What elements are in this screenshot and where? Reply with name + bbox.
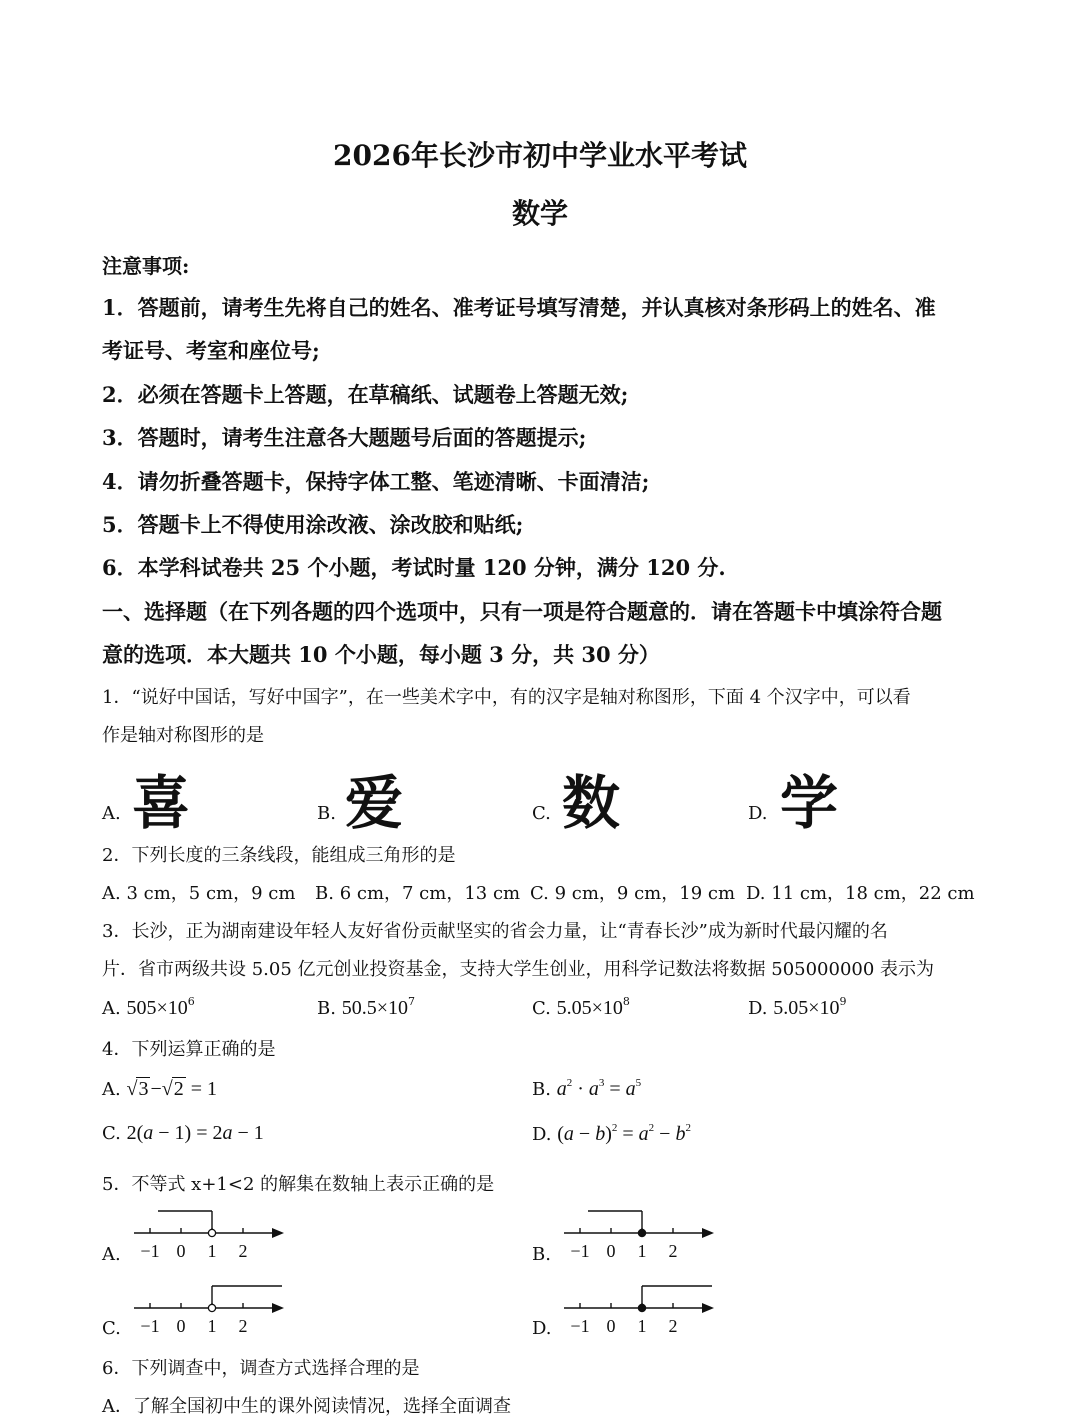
q1-option-b-char: 爱 <box>345 769 404 837</box>
q1-option-d-label: D. <box>748 803 768 824</box>
q4-option-a <box>102 1077 217 1101</box>
q3-stem-line-1: 3．长沙，正为湖南建设年轻人友好省份贡献坚实的省会力量，让“青春长沙”成为新时代最闪耀的名 <box>102 921 888 942</box>
q4-d-var-b2: b <box>675 1123 686 1145</box>
q1-option-a-label: A. <box>102 803 121 824</box>
q5-a-endpoint <box>208 1229 215 1236</box>
q1-stem-line-1: 1．“说好中国话，写好中国字”，在一些美术字中，有的汉字是轴对称图形，下面 4 个汉字中，可以看 <box>102 687 911 708</box>
q4-d-minus: − <box>573 1123 596 1145</box>
q5-b-tick-label: 0 <box>606 1241 616 1261</box>
q4-d-var-b: b <box>595 1123 606 1145</box>
q5-c-tick-label: 2 <box>238 1316 248 1336</box>
notes-heading: 注意事项: <box>102 254 190 278</box>
q4-c-part-3: − 1 <box>232 1122 264 1144</box>
q4-d-exp-1: 2 <box>611 1122 618 1134</box>
q5-option-c-label: C. <box>102 1318 121 1339</box>
q4-d-minus-2: − <box>654 1123 676 1145</box>
q4-d-var-a: a <box>563 1123 574 1145</box>
q4-d-eq: = <box>617 1123 639 1145</box>
q5-stem: 5．不等式 x+1<2 的解集在数轴上表示正确的是 <box>102 1174 495 1195</box>
q1-option-b-label: B. <box>317 803 336 824</box>
q2-option-b-label: B. <box>315 883 334 904</box>
q2-option-d <box>746 879 975 905</box>
section-heading-line-1: 一、选择题（在下列各题的四个选项中，只有一项是符合题意的．请在答题卡中填涂符合题 <box>102 599 942 624</box>
q4-option-d <box>532 1122 691 1146</box>
q5-c-tick-label: −1 <box>140 1316 160 1336</box>
q4-stem: 4．下列运算正确的是 <box>102 1039 276 1060</box>
q2-option-d-text: 11 cm，18 cm，22 cm <box>771 883 975 904</box>
q3-option-a-base: 505×10 <box>126 997 188 1019</box>
q3-option-b <box>317 995 415 1020</box>
q5-number-line-d <box>562 1275 722 1345</box>
q4-d-exp-2: 2 <box>648 1122 655 1134</box>
q5-d-endpoint <box>638 1304 645 1311</box>
q5-d-tick-label: 1 <box>637 1316 647 1336</box>
q5-d-tick-label: 2 <box>668 1316 678 1336</box>
q5-b-axis-arrow <box>702 1228 714 1238</box>
q5-a-tick-label: 0 <box>176 1241 186 1261</box>
q5-b-tick-label: 1 <box>637 1241 647 1261</box>
q3-option-a <box>102 995 195 1020</box>
note-line-2: 2．必须在答题卡上答题，在草稿纸、试题卷上答题无效; <box>102 382 629 407</box>
q4-b-var-1: a <box>556 1078 567 1100</box>
q4-a-radicand-1: 3 <box>138 1078 149 1100</box>
note-line-5: 5．答题卡上不得使用涂改液、涂改胶和贴纸; <box>102 512 524 537</box>
q4-option-b-expr <box>557 1078 641 1100</box>
q4-c-var-1: a <box>143 1122 154 1144</box>
q2-option-d-label: D. <box>746 883 766 904</box>
q2-option-b-text: 6 cm，7 cm，13 cm <box>339 883 521 904</box>
q4-option-b <box>532 1077 641 1101</box>
section-heading-line-2: 意的选项．本大题共 10 个小题，每小题 3 分，共 30 分） <box>102 642 660 667</box>
note-line-1-cont: 考证号、考室和座位号; <box>102 338 320 363</box>
q4-b-var-3: a <box>625 1078 636 1100</box>
q5-option-d-label: D. <box>532 1318 552 1339</box>
q4-b-exp-1: 2 <box>566 1077 573 1089</box>
q5-d-tick-label: 0 <box>606 1316 616 1336</box>
q3-option-b-base: 50.5×10 <box>341 997 408 1019</box>
q4-c-var-2: a <box>222 1122 233 1144</box>
q4-d-exp-3: 2 <box>685 1122 691 1134</box>
q2-option-c-text: 9 cm，9 cm，19 cm <box>554 883 736 904</box>
q4-option-d-label: D. <box>532 1124 552 1145</box>
q5-b-endpoint <box>638 1229 645 1236</box>
q1-option-d-char: 学 <box>780 769 839 837</box>
q3-option-c-exp: 8 <box>622 995 630 1008</box>
q3-option-a-exp: 6 <box>187 995 195 1008</box>
q4-option-c-expr <box>127 1122 264 1144</box>
note-line-3: 3．答题时，请考生注意各大题题号后面的答题提示; <box>102 425 587 450</box>
q5-a-tick-label: 2 <box>238 1241 248 1261</box>
q3-option-c-base: 5.05×10 <box>556 997 623 1019</box>
q5-c-endpoint <box>208 1304 215 1311</box>
q3-option-d-label: D. <box>748 998 768 1019</box>
q5-number-line-b <box>562 1200 722 1270</box>
q4-b-exp-2: 3 <box>598 1077 605 1089</box>
q2-option-c-label: C. <box>530 883 549 904</box>
q4-option-b-label: B. <box>532 1079 551 1100</box>
q1-option-a-char: 喜 <box>132 769 191 837</box>
q4-option-c <box>102 1122 264 1145</box>
q4-option-a-label: A. <box>102 1079 121 1100</box>
q4-option-c-label: C. <box>102 1123 121 1144</box>
q4-b-var-2: a <box>588 1078 599 1100</box>
q3-option-b-exp: 7 <box>407 995 415 1008</box>
q4-d-open: ( <box>557 1123 564 1145</box>
q1-stem-line-2: 作是轴对称图形的是 <box>102 725 264 746</box>
q3-option-d <box>748 995 847 1020</box>
q4-option-a-expr: √3 −√2 = 1 <box>126 1078 217 1100</box>
q1-option-c-label: C. <box>532 803 551 824</box>
q4-a-rest: = 1 <box>185 1078 217 1100</box>
page-subtitle: 数学 <box>511 197 568 230</box>
q4-b-dot: · <box>572 1078 589 1100</box>
q6-stem: 6．下列调查中，调查方式选择合理的是 <box>102 1358 420 1379</box>
note-line-1: 1．答题前，请考生先将自己的姓名、准考证号填写清楚，并认真核对条形码上的姓名、准 <box>102 295 936 320</box>
q5-b-tick-label: 2 <box>668 1241 678 1261</box>
q2-option-a <box>102 879 295 905</box>
q2-stem: 2．下列长度的三条线段，能组成三角形的是 <box>102 845 456 866</box>
q2-option-a-text: 3 cm，5 cm，9 cm <box>126 883 296 904</box>
q4-d-close: ) <box>605 1123 612 1145</box>
q2-option-c <box>530 879 735 905</box>
q2-option-a-label: A. <box>102 883 121 904</box>
q5-a-tick-label: 1 <box>207 1241 217 1261</box>
q1-option-c-char: 数 <box>562 769 621 837</box>
q4-b-eq: = <box>604 1078 626 1100</box>
q5-c-tick-label: 1 <box>207 1316 217 1336</box>
q3-option-a-label: A. <box>102 998 121 1019</box>
q3-stem-line-2: 片．省市两级共设 5.05 亿元创业投资基金，支持大学生创业，用科学记数法将数据 505000000 表示为 <box>102 959 935 980</box>
q5-a-axis-arrow <box>272 1228 284 1238</box>
q5-option-b-label: B. <box>532 1244 551 1265</box>
q4-c-part-2: − 1) = 2 <box>153 1122 223 1144</box>
q5-number-line-a <box>132 1200 292 1270</box>
q5-a-tick-label: −1 <box>140 1241 160 1261</box>
q5-d-axis-arrow <box>702 1303 714 1313</box>
q5-number-line-c <box>132 1275 292 1345</box>
page-title: 2026年长沙市初中学业水平考试 <box>333 139 747 172</box>
q4-a-radicand-2: 2 <box>173 1078 184 1100</box>
q3-option-c-label: C. <box>532 998 551 1019</box>
note-line-4: 4．请勿折叠答题卡，保持字体工整、笔迹清晰、卡面清洁; <box>102 469 650 494</box>
note-line-6: 6．本学科试卷共 25 个小题，考试时量 120 分钟，满分 120 分. <box>102 555 726 580</box>
q4-d-var-a2: a <box>638 1123 649 1145</box>
q3-option-d-exp: 9 <box>839 995 847 1008</box>
q4-option-d-expr <box>557 1123 691 1145</box>
q5-b-tick-label: −1 <box>570 1241 590 1261</box>
q5-c-tick-label: 0 <box>176 1316 186 1336</box>
q3-option-c <box>532 995 630 1020</box>
q3-option-d-base: 5.05×10 <box>773 997 840 1019</box>
q4-a-minus: − <box>150 1078 162 1100</box>
q5-c-axis-arrow <box>272 1303 284 1313</box>
q6-option-a: A．了解全国初中生的课外阅读情况，选择全面调查 <box>102 1396 511 1417</box>
q5-d-tick-label: −1 <box>570 1316 590 1336</box>
q2-option-b <box>315 879 520 905</box>
q5-option-a-label: A. <box>102 1244 121 1265</box>
q3-option-b-label: B. <box>317 998 336 1019</box>
q4-b-exp-3: 5 <box>635 1077 642 1089</box>
q4-c-part-1: 2( <box>126 1122 144 1144</box>
